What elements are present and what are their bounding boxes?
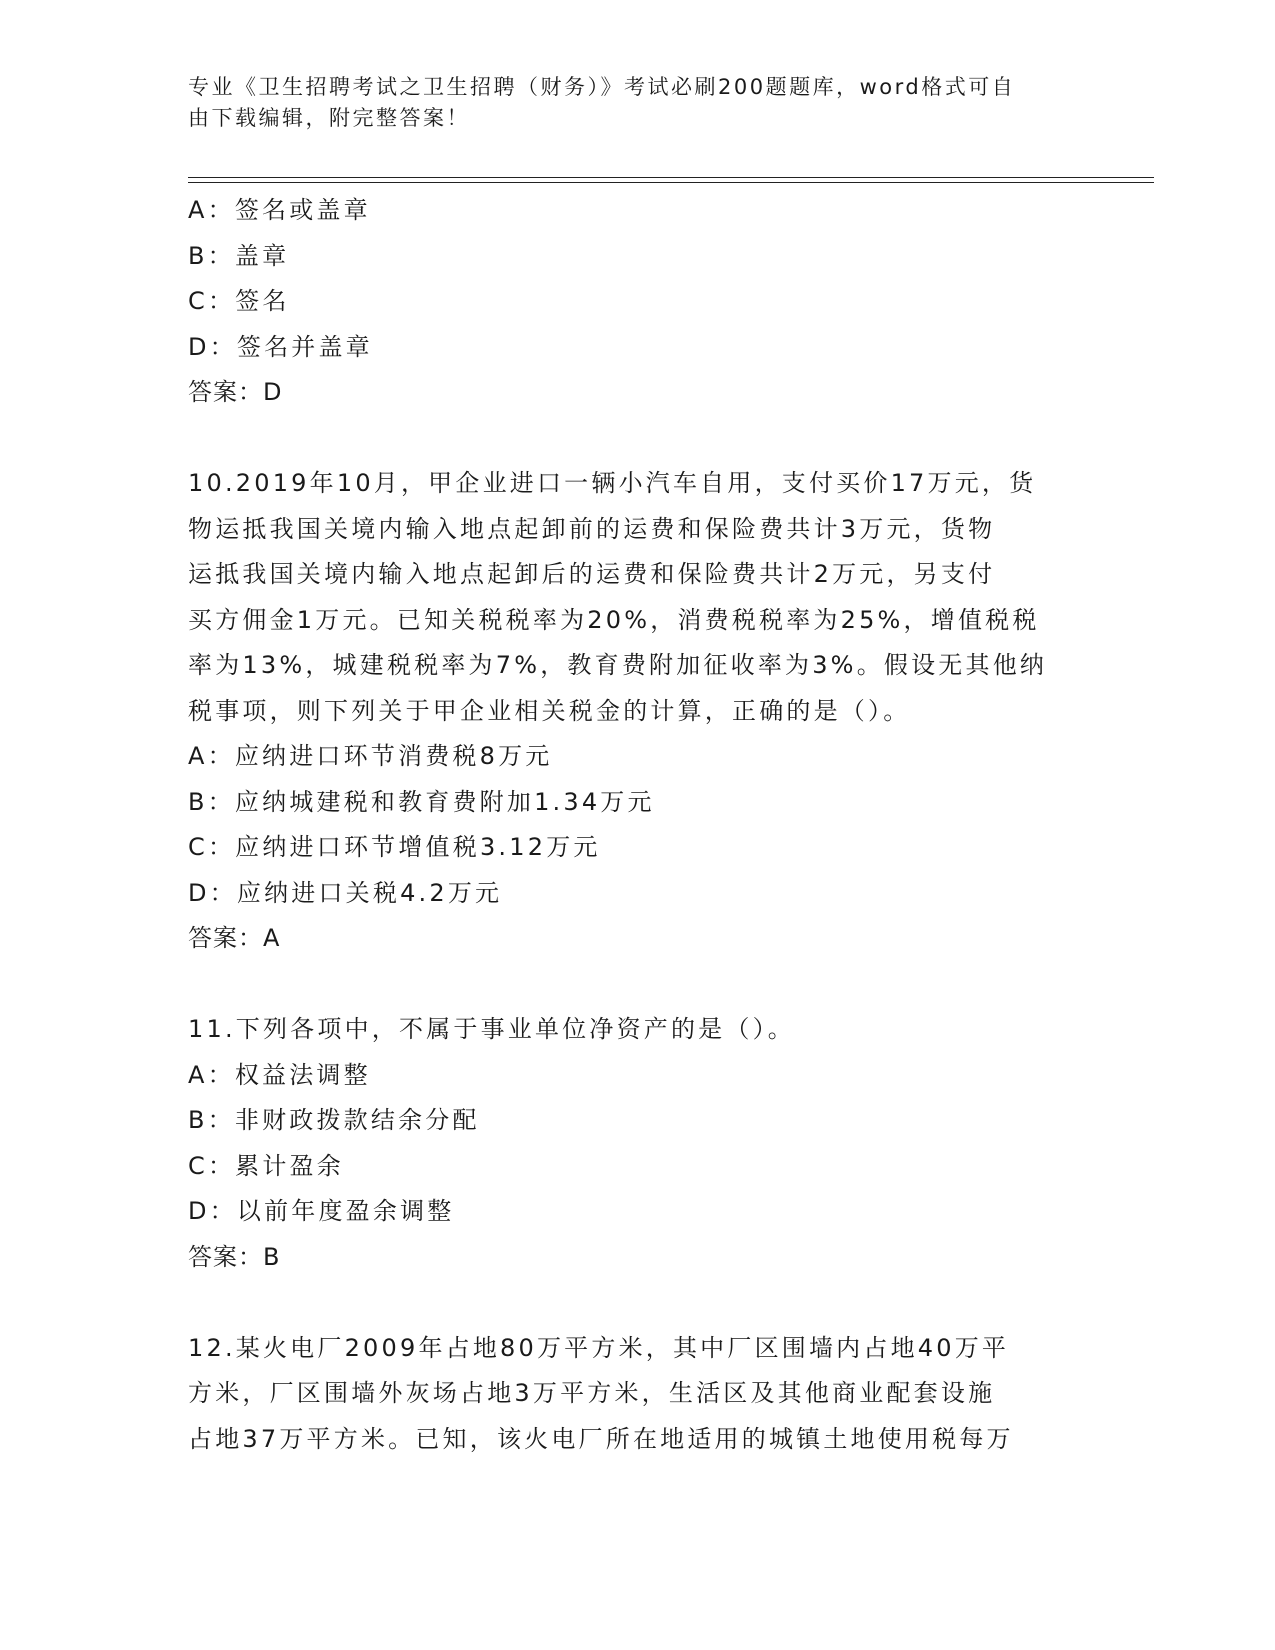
option-b: B：盖章	[188, 241, 290, 270]
option-a: A：权益法调整	[188, 1060, 371, 1089]
option-d: D：签名并盖章	[188, 332, 373, 361]
question-text-line: 率为13%，城建税税率为7%，教育费附加征收率为3%。假设无其他纳	[188, 651, 1048, 679]
header-divider-bottom	[188, 182, 1154, 183]
option-d: D：应纳进口关税4.2万元	[188, 878, 503, 907]
answer-line: 答案：A	[188, 924, 281, 952]
question-text-line: 运抵我国关境内输入地点起卸后的运费和保险费共计2万元，另支付	[188, 560, 996, 588]
question-text-line: 11.下列各项中，不属于事业单位净资产的是（）。	[188, 1015, 795, 1043]
option-b: B：非财政拨款结余分配	[188, 1106, 480, 1134]
option-c: C：累计盈余	[188, 1151, 344, 1180]
header-divider-top	[188, 177, 1154, 178]
question-11	[188, 1007, 1088, 1280]
option-a: A：应纳进口环节消费税8万元	[188, 742, 553, 770]
question-9	[188, 188, 1088, 416]
question-text-line: 占地37万平方米。已知，该火电厂所在地适用的城镇土地使用税每万	[188, 1424, 1014, 1453]
question-12	[188, 1326, 1088, 1463]
answer-line: 答案：B	[188, 1242, 281, 1271]
option-a: A：签名或盖章	[188, 196, 371, 224]
option-c: C：应纳进口环节增值税3.12万元	[188, 833, 601, 861]
question-spacer	[188, 962, 1088, 1008]
question-text-line: 物运抵我国关境内输入地点起卸前的运费和保险费共计3万元，货物	[188, 514, 996, 543]
answer-line: 答案：D	[188, 378, 283, 406]
document-header	[188, 72, 1088, 134]
question-text-line: 税事项，则下列关于甲企业相关税金的计算，正确的是（）。	[188, 696, 911, 725]
question-text-line: 10.2019年10月，甲企业进口一辆小汽车自用，支付买价17万元，货	[188, 469, 1037, 497]
question-text-line: 买方佣金1万元。已知关税税率为20%，消费税税率为25%，增值税税	[188, 605, 1040, 634]
question-spacer	[188, 1280, 1088, 1326]
header-line-1: 专业《卫生招聘考试之卫生招聘（财务）》考试必刷200题题库，word格式可自	[188, 75, 1016, 99]
question-content	[188, 188, 1088, 1462]
header-line-2: 由下载编辑，附完整答案！	[188, 106, 470, 130]
question-text-line: 12.某火电厂2009年占地80万平方米，其中厂区围墙内占地40万平	[188, 1333, 1010, 1362]
option-c: C：签名	[188, 287, 290, 315]
option-b: B：应纳城建税和教育费附加1.34万元	[188, 787, 655, 816]
question-spacer	[188, 416, 1088, 462]
question-text-line: 方米，厂区围墙外灰场占地3万平方米，生活区及其他商业配套设施	[188, 1379, 996, 1407]
option-d: D：以前年度盈余调整	[188, 1197, 455, 1225]
question-10	[188, 461, 1088, 962]
